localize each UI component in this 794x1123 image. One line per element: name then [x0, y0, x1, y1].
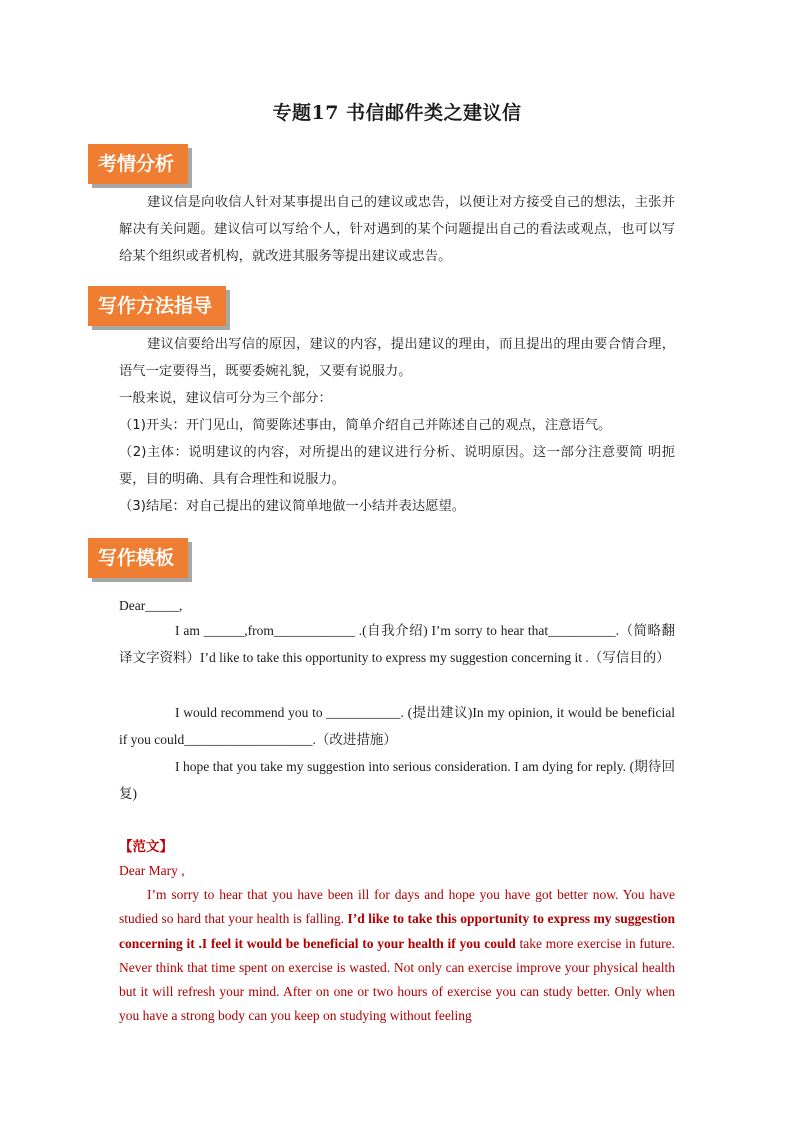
- template-paragraph-3: I hope that you take my suggestion into serious consideration. I am dying for reply. (期待回复): [119, 759, 675, 801]
- section-badge-method: 写作方法指导: [88, 286, 226, 326]
- method-part1-line: （1)开头：开门见山，简要陈述事由，简单介绍自己并陈述自己的观点，注意语气。: [119, 418, 612, 433]
- section-badge-template: 写作模板: [88, 538, 188, 578]
- document-title: 专题17 书信邮件类之建议信: [272, 102, 522, 124]
- template-paragraph-2: I would recommend you to ___________. (提出建议)In my opinion, it would be beneficial if you could___________________.（改进措施）: [119, 705, 675, 747]
- template-greeting: Dear_____,: [119, 598, 183, 613]
- sample-body: [119, 883, 675, 1029]
- method-part3-line: （3)结尾：对自己提出的建议简单地做一小结并表达愿望。: [119, 499, 466, 514]
- method-part2-paragraph: （2)主体：说明建议的内容，对所提出的建议进行分析、说明原因。这一部分注意要简 明扼要，目的明确、具有合理性和说服力。: [119, 445, 675, 487]
- method-general-line: 一般来说，建议信可分为三个部分：: [119, 391, 332, 406]
- sample-body-bold: I’d like to take this opportunity to express my suggestion concerning it .I feel it would be beneficial to your health if you could: [119, 911, 675, 951]
- sample-body-a: I’m sorry to hear that you have been ill for days and hope you have got better now. You have studied so hard that your health is falling.: [119, 887, 675, 927]
- template-paragraph-1: I am ______,from____________ .(自我介绍) I’m sorry to hear that__________.（简略翻译文字资料）I’d like to take this opportunity to express my suggestion concerning it .（写信目的）: [119, 623, 675, 665]
- sample-body-c: take more exercise in future. Never think that time spent on exercise is wasted. Not only can exercise improve your physical health but it will refresh your mind. After on one or two hours of exercise you can study better. Only when you have a strong body can you keep on studying without feeling: [119, 935, 675, 1024]
- sample-greeting: Dear Mary ,: [119, 863, 185, 878]
- analysis-paragraph: 建议信是向收信人针对某事提出自己的建议或忠告，以便让对方接受自己的想法，主张并解决有关问题。建议信可以写给个人，针对遇到的某个问题提出自己的看法或观点，也可以写给某个组织或者机构，就改进其服务等提出建议或忠告。: [119, 195, 675, 264]
- sample-label: 【范文】: [119, 839, 173, 855]
- method-intro-paragraph: 建议信要给出写信的原因，建议的内容，提出建议的理由，而且提出的理由要合情合理，语气一定要得当，既要委婉礼貌，又要有说服力。: [119, 337, 675, 379]
- section-badge-analysis: 考情分析: [88, 144, 188, 184]
